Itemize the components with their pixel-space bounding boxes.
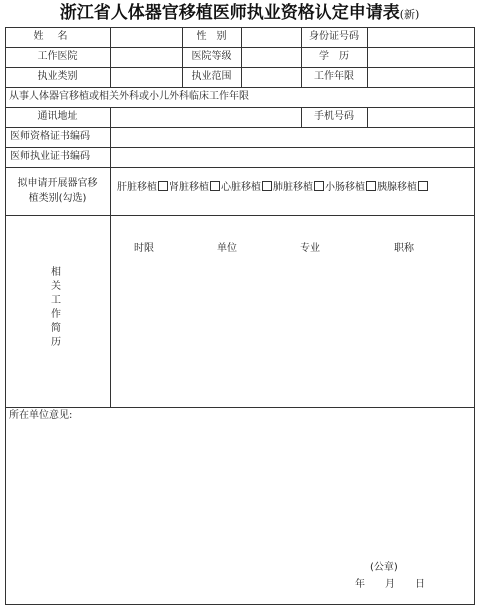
clinical-years-field[interactable] [300,88,474,107]
name-label: 姓名 [33,31,82,42]
address-label: 通讯地址 [37,111,78,122]
practice-scope-field[interactable] [242,68,301,87]
degree-label: 学 历 [319,51,349,62]
unit-opinion-field[interactable] [6,424,474,554]
organ-option-small-intestine[interactable]: 小肠移植 [325,182,377,193]
hospital-field[interactable] [111,48,182,67]
official-seal-label: (公章) [370,562,398,573]
id-number-label: 身份证号码 [309,31,359,42]
hospital-level-label: 医院等级 [191,51,232,62]
degree-field[interactable] [368,48,474,67]
work-history-field[interactable] [111,260,474,406]
checkbox-icon[interactable] [210,181,220,191]
checkbox-icon[interactable] [418,181,428,191]
history-col-period: 时限 [134,243,154,254]
practice-category-label: 执业类别 [37,71,78,82]
mobile-label: 手机号码 [314,111,354,122]
work-years-label: 工作年限 [314,71,354,82]
form-title-main: 浙江省人体器官移植医师执业资格认定申请表 [59,3,400,23]
practice-scope-label: 执业范围 [191,71,232,82]
practice-cert-label: 医师执业证书编码 [10,151,90,162]
row-divider [5,167,475,168]
organ-checkbox-row [117,181,429,195]
id-number-field[interactable] [368,28,474,47]
checkbox-icon[interactable] [314,181,324,191]
history-col-major: 专业 [300,243,320,254]
row-divider [5,215,475,216]
organ-option-liver[interactable]: 肝脏移植 [117,182,169,193]
checkbox-icon[interactable] [262,181,272,191]
practice-category-field[interactable] [111,68,182,87]
organ-option-heart[interactable]: 心脏移植 [221,182,273,193]
form-title-suffix: (新) [399,8,420,21]
unit-opinion-label: 所在单位意见: [9,410,73,421]
hospital-level-field[interactable] [242,48,301,67]
name-field[interactable] [111,28,182,47]
gender-field[interactable] [242,28,301,47]
history-col-unit: 单位 [217,243,237,254]
qualification-cert-field[interactable] [111,128,474,147]
organ-option-lung[interactable]: 肺脏移植 [273,182,325,193]
history-col-title: 职称 [394,243,414,254]
organ-option-kidney[interactable]: 肾脏移植 [169,182,221,193]
checkbox-icon[interactable] [158,181,168,191]
address-field[interactable] [111,108,301,127]
form-title [0,0,479,28]
work-years-field[interactable] [368,68,474,87]
organ-category-label-2: 植类别(勾选) [28,193,87,204]
organ-category-label-1: 拟申请开展器官移 [17,178,98,189]
signature-date: 年 月 日 [355,579,425,590]
row-divider [5,407,475,408]
work-history-label: 相关工作简历 [51,267,61,348]
organ-option-pancreas[interactable]: 胰腺移植 [377,182,429,193]
checkbox-icon[interactable] [366,181,376,191]
hospital-label: 工作医院 [37,51,78,62]
practice-cert-field[interactable] [111,148,474,167]
gender-label: 性 别 [196,31,227,42]
qualification-cert-label: 医师资格证书编码 [10,131,90,142]
clinical-years-label: 从事人体器官移植或相关外科或小儿外科临床工作年限 [9,91,249,102]
mobile-field[interactable] [368,108,474,127]
